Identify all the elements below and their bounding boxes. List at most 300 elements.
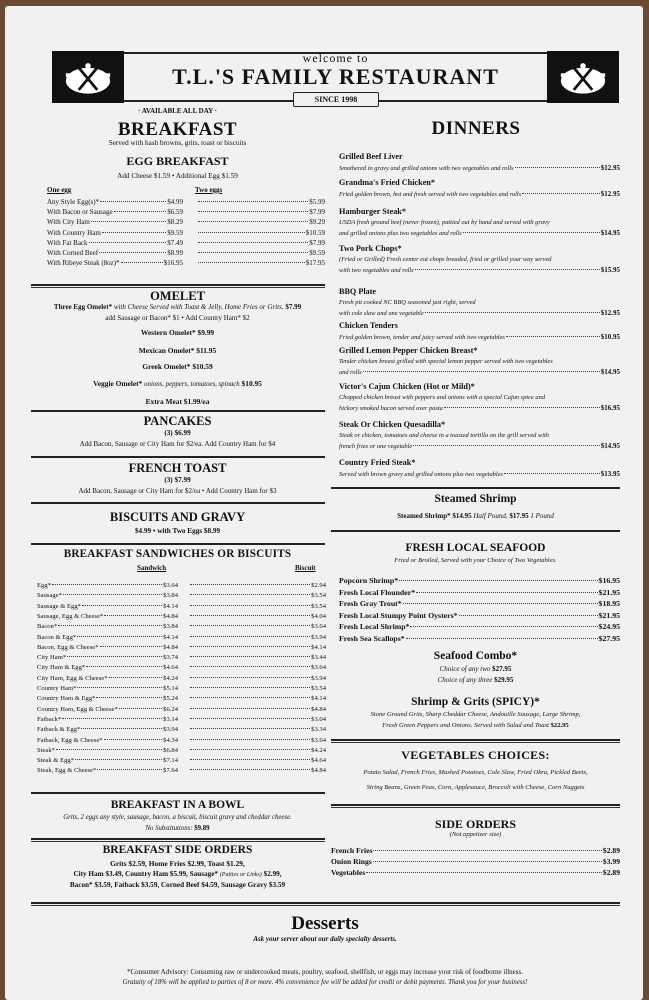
omelet-addons: add Sausage or Bacon* $1 • Add Country Ham* $2 [105,314,250,322]
dot-leader [506,336,600,337]
dot-leader [190,697,310,698]
omelet-price: $9.99 [197,328,215,337]
dot-leader [190,739,310,740]
dinner-name: Two Pork Chops* [339,244,402,253]
shrimp-b: Half Pound, [473,512,508,520]
egg-row [47,218,183,226]
dot-leader [190,605,310,606]
egg-two-price: $7.99 [309,238,325,247]
rule-bowl [31,792,325,794]
sandwich-price: $5.14 [163,685,178,692]
sandwich-row [37,664,178,671]
egg-row [47,208,183,216]
biscuit-price: $3.54 [311,685,326,692]
dinner-desc: french fries or one vegetable [339,442,413,450]
rule-seafood [331,530,620,532]
sandwich-col-header: Sandwich [137,564,167,572]
biscuit-row [189,726,326,733]
omelet-name: Mexican Omelet* [138,346,195,355]
bowl-title: BREAKFAST IN A BOWL [110,799,245,811]
dot-leader [515,167,600,168]
dot-leader [410,626,597,627]
menu-sheet [5,6,643,1000]
seafood-combo-title: Seafood Combo* [433,650,518,662]
dot-leader [52,584,162,585]
three-egg-omelet [25,303,330,311]
side-orders-title: SIDE ORDERS [434,817,517,831]
dinner-desc: (Fried or Grilled) Fresh center cut chops breaded, fried or grilled your way served [339,256,552,263]
breakfast-note: Served with hash browns, grits, toast or biscuits [108,139,247,147]
sandwich-name: Sausage & Egg* [37,602,81,610]
biscuit-row [189,644,326,651]
dot-leader [415,269,600,270]
sandwich-row [37,747,178,754]
rule-breakfast-sides2 [31,841,325,842]
biscuit-row [189,737,326,744]
sandwich-row [37,716,178,723]
sandwich-row [37,603,178,610]
left-pot-logo-icon [52,51,124,103]
seafood-name: Fresh Local Stumpy Point Oysters* [339,610,458,620]
sandwich-name: City Ham & Egg* [37,664,86,672]
seafood-row [339,588,620,597]
egg-name: With Ribeye Steak (8oz)* [47,259,120,268]
side-price: $2.89 [602,846,620,855]
biscuit-price: $3.94 [311,633,326,641]
omelet-item [25,362,330,371]
french-toast-title: FRENCH TOAST [128,461,227,475]
biscuit-row [189,623,326,630]
egg-row-two [197,208,325,216]
sandwich-row [37,675,178,682]
biscuit-row [189,654,326,661]
dot-leader [504,473,600,474]
omelet-name: Western Omelet* [140,328,196,337]
side-price: $3.99 [602,857,620,866]
sandwich-price: $5.24 [163,695,178,703]
dinner-name: Victor's Cajun Chicken (Hot or Mild)* [339,382,475,391]
dot-leader [459,615,598,616]
seafood-name: Popcorn Shrimp* [339,576,399,585]
dinner-price: $10.95 [600,333,620,341]
steamed-shrimp-title: Steamed Shrimp [434,493,517,505]
dot-leader [198,232,305,233]
dinner-desc: Smothered in gravy and grilled onions with two vegetables and rolls [339,165,514,172]
dot-leader [198,252,308,253]
dot-leader [190,718,310,719]
dinner-price: $12.95 [600,308,620,317]
sandwich-price: $7.64 [163,767,178,775]
egg-row [47,249,183,257]
omelet-item [25,379,330,388]
dot-leader [363,371,600,372]
seafood-row [339,622,620,631]
dot-leader [198,201,308,202]
breakfast-sides-line1: Grits $2.59, Home Fries $2.99, Toast $1.29, [110,859,245,868]
dot-leader [198,221,308,222]
combo-1b: $27.95 [492,665,512,673]
biscuit-price: $4.64 [311,757,326,765]
dot-leader [89,242,167,243]
sandwich-name: Bacon* [37,623,58,631]
dinner-desc-row [339,229,620,237]
dot-leader [425,312,600,313]
egg-row-two [197,198,325,206]
dinner-desc: with cole slaw and one vegetable [339,309,424,317]
veg-line1: Potato Salad, French Fries, Mashed Potatoes, Cole Slaw, Fried Okra, Pickled Beets, [363,769,588,776]
omelet-title: OMELET [150,289,205,303]
shrimp-grits-line1: Stone Ground Grits, Sharp Cheddar Cheese, Andouille Sausage, Large Shrimp, [370,711,581,718]
sandwich-name: Country Ham & Egg* [37,695,96,703]
seafood-row [339,576,620,585]
shrimp-grits-line2 [331,722,620,729]
one-egg-header: One egg [47,186,72,194]
dot-leader [56,749,162,750]
dot-leader [190,708,310,709]
egg-two-price: $7.99 [309,208,325,217]
dot-leader [406,638,598,639]
sandwich-name: Country Ham, Egg & Cheese* [37,705,118,713]
biscuit-row [189,757,326,764]
combo-2b: $29.95 [494,676,514,684]
dot-leader [373,861,602,862]
sandwich-price: $4.14 [163,633,178,641]
rule-omelet-top [31,284,325,286]
sandwich-price: $4.24 [163,674,178,682]
dot-leader [75,759,162,760]
rule-desserts2 [31,905,620,906]
bowl-price: $9.89 [194,825,210,832]
combo-1a: Choice of any two [439,665,491,673]
sandwich-price: $4.84 [163,612,178,620]
combo-line1 [331,665,620,673]
sandwich-name: Fatback* [37,715,62,723]
dinner-desc: hickory smoked bacon served over pasta [339,404,443,412]
pancakes-title: PANCAKES [143,414,212,428]
biscuit-row [189,706,326,713]
right-pot-logo-icon [547,51,619,103]
dinner-desc: Tender chicken breast grilled with special lemon pepper served with two vegetables [339,358,553,365]
pancakes-price: (3) $6.99 [164,429,191,437]
sandwich-price: $4.64 [163,664,178,672]
dinner-desc: Fresh pit cooked NC BBQ seasoned just right, served [339,299,476,306]
sandwich-row [37,634,178,641]
dinner-name: Grilled Beef Liver [339,152,403,161]
bowl-price-line [25,825,330,832]
dot-leader [63,594,162,595]
sandwich-row [37,737,178,744]
dot-leader [121,262,163,263]
dot-leader [97,769,162,770]
egg-one-price: $7.49 [167,238,183,247]
biscuit-row [189,592,326,599]
bowl-desc: Grits, 2 eggs any style, sausage, bacon, a biscuit, biscuit gravy and cheddar cheese. [63,814,292,821]
sandwich-row [37,613,178,620]
biscuit-row [189,767,326,774]
bowl-nosub: No Substitutions: [145,825,193,832]
biscuit-price: $2.94 [311,582,326,589]
side-price: $2.89 [602,868,620,877]
dinner-desc: Steak or chicken, tomatoes and cheese in a toasted tortilla on the grill served with [339,432,549,439]
rule-omelet-top2 [31,287,325,288]
dinners-title: DINNERS [431,118,521,139]
dinner-desc-row [339,470,620,478]
egg-one-price: $8.99 [167,249,183,257]
sandwich-row [37,726,178,733]
seafood-price: $16.95 [598,576,620,585]
seafood-name: Fresh Local Shrimp* [339,622,410,632]
omelet-item [25,328,330,337]
dot-leader [58,625,162,626]
dot-leader [190,584,310,585]
dot-leader [463,232,600,233]
dot-leader [190,677,310,678]
dinner-desc-row [339,333,620,341]
dinner-desc: with two vegetables and rolls [339,266,414,274]
sandwich-row [37,695,178,702]
dinner-price: $15.95 [600,265,620,274]
dot-leader [104,739,163,740]
shrimp-c: $17.95 [509,512,529,520]
biscuit-price: $3.64 [311,736,326,744]
dinner-desc: Served with brown gravy and grilled onions plus two vegetables [339,471,503,478]
dot-leader [416,592,597,593]
dot-leader [198,242,308,243]
dinner-desc-row [339,404,620,412]
omelet-item [25,346,330,355]
dot-leader [119,708,162,709]
pancakes-addons: Add Bacon, Sausage or City Ham for $2/ea. Add Country Ham for $4 [79,440,276,448]
side-row [331,857,620,866]
dot-leader [366,872,602,873]
dot-leader [190,594,310,595]
biscuit-price: $3.64 [311,623,326,631]
dot-leader [522,193,600,194]
side-orders-note: (Not appetizer size) [449,831,502,838]
omelet-price: $10.95 [241,379,262,388]
seafood-name: Fresh Sea Scallops* [339,634,405,643]
dinner-desc-row [339,266,620,274]
biscuit-price: $4.04 [311,612,326,620]
biscuits-gravy-price: $4.99 • with Two Eggs $8.99 [134,527,221,535]
biscuit-price: $4.84 [311,705,326,713]
side-name: French Fries [331,846,373,855]
side-row [331,868,620,877]
sandwich-name: Fatback, Egg & Cheese* [37,736,103,744]
biscuit-col-header: Biscuit [295,564,316,572]
dinner-name: BBQ Plate [339,287,377,296]
dot-leader [82,605,162,606]
biscuit-row [189,695,326,702]
seafood-title: FRESH LOCAL SEAFOOD [405,542,546,554]
sandwich-row [37,767,178,774]
dot-leader [190,615,310,616]
dot-leader [190,636,310,637]
dot-leader [190,646,310,647]
dinner-desc: and rolls [339,368,362,376]
biscuit-row [189,634,326,641]
sandwich-name: City Ham* [37,654,67,662]
egg-two-price: $17.95 [305,259,325,268]
sides-line2a: City Ham $3.49, Country Ham $5.99, Sausage* [73,870,218,878]
biscuit-row [189,664,326,671]
french-toast-addons: Add Bacon, Sausage or City Ham for $2/ea • Add Country Ham for $3 [78,487,277,495]
sandwich-name: Steak, Egg & Cheese* [37,767,97,775]
gratuity-note: Gratuity of 18% will be applied to parties of 8 or more. 4% convenience fee will be added for credit or debit payments. Thank you for your business! [122,979,528,986]
side-name: Vegetables [331,868,366,877]
biscuit-price: $3.04 [311,715,326,723]
desserts-note: Ask your server about our daily specialty desserts. [253,935,397,943]
dot-leader [190,749,310,750]
seafood-row [339,599,620,608]
biscuits-gravy-title: BISCUITS AND GRAVY [109,510,246,524]
dot-leader [104,615,162,616]
biscuit-row [189,685,326,692]
two-eggs-header: Two eggs [195,186,223,194]
sandwich-row [37,757,178,764]
dinner-name: Hamburger Steak* [339,207,406,216]
egg-name: With Fat Back [47,238,88,247]
steamed-shrimp-line [331,512,620,520]
egg-row-two [197,229,325,237]
sandwich-row [37,654,178,661]
egg-two-price: $9.29 [309,218,325,227]
seafood-price: $21.95 [598,610,620,620]
dot-leader [102,232,166,233]
egg-row [47,259,183,267]
egg-name: With Country Ham [47,228,101,237]
three-egg-omelet-name: Three Egg Omelet* [53,303,113,311]
sandwich-name: Steak & Egg* [37,757,74,765]
dinner-desc-row [339,368,620,376]
egg-one-price: $6.59 [167,208,183,217]
dinner-desc: and grilled onions plus two vegetables and rolls [339,229,462,237]
egg-row-two [197,218,325,226]
since-badge: SINCE 1998 [293,92,379,107]
egg-row-two [197,249,325,257]
dot-leader [77,636,162,637]
dinner-price: $16.95 [600,403,620,412]
egg-row [47,198,183,206]
biscuit-price: $3.64 [311,664,326,672]
sandwich-row [37,582,178,589]
dot-leader [100,201,166,202]
sandwich-price: $3.84 [163,623,178,631]
sandwich-name: Country Ham* [37,685,77,692]
rule-sandwiches [31,543,325,545]
dot-leader [190,728,310,729]
egg-name: Any Style Egg(s)* [47,198,100,206]
dinner-desc: Chopped chicken breast with peppers and onions with a special Cajun spice and [339,394,546,401]
seafood-row [339,611,620,620]
sandwich-name: City Ham, Egg & Cheese* [37,674,108,682]
dinner-price: $12.95 [600,164,620,172]
veg-line2: String Beans, Green Peas, Corn, Applesauce, Broccoli with Cheese, Corn Nuggets [366,784,585,791]
sandwich-price: $3.64 [163,582,178,589]
dot-leader [190,769,310,770]
egg-two-price: $5.99 [309,198,325,206]
dot-leader [399,580,597,581]
egg-two-price: $10.59 [305,228,325,237]
dot-leader [109,677,163,678]
seafood-name: Fresh Local Flounder* [339,587,416,597]
seafood-price: $24.95 [598,622,620,632]
sandwich-name: Bacon & Egg* [37,633,77,641]
dot-leader [91,221,166,222]
egg-two-price: $9.59 [309,249,325,257]
shrimp-grits-title: Shrimp & Grits (SPICY)* [411,696,540,708]
biscuit-price: $3.34 [311,726,326,734]
biscuit-price: $4.84 [311,767,326,775]
sandwich-row [37,592,178,599]
dot-leader [100,646,163,647]
biscuit-row [189,603,326,610]
dinner-price: $12.95 [600,190,620,198]
sandwich-price: $6.24 [163,705,178,713]
dot-leader [81,728,162,729]
shrimp-d: 1 Pound [530,512,554,520]
biscuit-price: $3.54 [311,602,326,610]
breakfast-sides-line2 [25,870,330,878]
dinner-price: $13.95 [600,470,620,478]
sandwich-name: Steak* [37,746,55,754]
egg-row [47,239,183,247]
available-all-day: · AVAILABLE ALL DAY · [138,107,217,115]
dot-leader [86,666,162,667]
three-egg-omelet-price: $7.99 [285,303,302,311]
sandwich-name: Sausage* [37,592,62,600]
breakfast-title: BREAKFAST [117,119,238,140]
biscuit-row [189,747,326,754]
dot-leader [77,687,162,688]
dinner-name: Chicken Tenders [339,321,398,330]
sandwich-name: Bacon, Egg & Cheese* [37,643,99,651]
dinner-desc: USDA fresh ground beef (never frozen), pattied out by hand and served with gravy [339,219,550,226]
dinner-name: Grandma's Fried Chicken* [339,178,435,187]
rule-shrimp [331,487,620,489]
breakfast-sides-line3: Bacon* $3.59, Fatback $3.59, Corned Beef $4.59, Sausage Gravy $3.59 [69,881,286,889]
egg-name: With City Ham [47,218,90,227]
biscuit-price: $4.14 [311,643,326,651]
sandwich-price: $4.14 [163,602,178,610]
seafood-price: $27.95 [598,634,620,643]
dot-leader [99,252,166,253]
breakfast-sides-title: BREAKFAST SIDE ORDERS [102,844,253,856]
three-egg-omelet-desc: with Cheese Served with Toast & Jelly, Home Fries or Grits. [113,303,284,311]
dinner-desc-row [339,190,620,198]
dinner-desc-row [339,442,620,450]
dot-leader [444,407,600,408]
shrimp-a: Steamed Shrimp* $14.95 [397,512,472,520]
combo-2a: Choice of any three [437,676,493,684]
seafood-price: $18.95 [598,599,620,609]
biscuit-price: $3.54 [311,592,326,600]
rule-side-orders [331,804,620,806]
dot-leader [96,697,162,698]
dot-leader [403,603,598,604]
sandwich-price: $3.94 [163,726,178,734]
omelet-price: $11.95 [196,346,217,355]
biscuit-price: $4.24 [311,746,326,754]
rule-pancakes [31,410,325,412]
egg-one-price: $4.99 [167,198,183,206]
sg-price: $22.95 [550,722,569,729]
biscuit-price: $3.94 [311,674,326,682]
restaurant-name: T.L.'S FAMILY RESTAURANT [172,64,499,89]
sandwich-row [37,623,178,630]
egg-one-price: $9.59 [167,228,183,237]
dot-leader [190,687,310,688]
